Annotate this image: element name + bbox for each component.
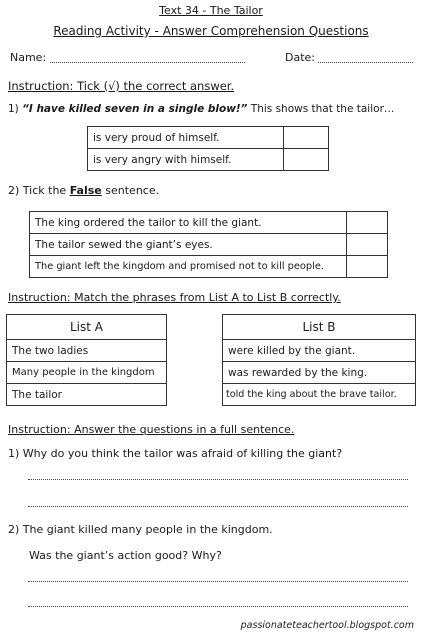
- answer-line-2a[interactable]: [28, 581, 408, 582]
- name-label: Name:: [10, 51, 47, 64]
- answer-question-1: 1) Why do you think the tailor was afraid of killing the giant?: [8, 447, 343, 460]
- q1-tick-box-2[interactable]: [284, 149, 329, 171]
- table-row: [223, 340, 416, 362]
- list-b-table: [222, 314, 416, 406]
- list-b-item-1[interactable]: were killed by the giant.: [223, 340, 416, 362]
- text-number: Text 34 - The Tailor: [159, 4, 263, 17]
- table-row: [30, 234, 388, 256]
- date-line[interactable]: [318, 62, 413, 63]
- answer-question-2-line-1: 2) The giant killed many people in the kingdom.: [8, 523, 273, 536]
- q2-tick-box-1[interactable]: [347, 212, 388, 234]
- answer-line-1b[interactable]: [28, 506, 408, 507]
- list-b-item-2[interactable]: was rewarded by the king.: [223, 362, 416, 384]
- table-row: [7, 340, 167, 362]
- answer-line-2b[interactable]: [28, 606, 408, 607]
- date-label: Date:: [285, 51, 315, 64]
- q1-quote: “I have killed seven in a single blow!”: [22, 103, 248, 115]
- answer-line-1a[interactable]: [28, 479, 408, 480]
- answer-question-2-line-2: Was the giant’s action good? Why?: [29, 549, 222, 562]
- list-a-item-2[interactable]: Many people in the kingdom: [7, 362, 167, 384]
- q1-option-1: is very proud of himself.: [88, 127, 284, 149]
- instruction-answer: Instruction: Answer the questions in a full sentence.: [8, 423, 295, 436]
- q2-tick-box-3[interactable]: [347, 256, 388, 278]
- table-row: [223, 362, 416, 384]
- list-b-header: List B: [223, 315, 416, 340]
- list-a-item-1[interactable]: The two ladies: [7, 340, 167, 362]
- table-row: [88, 149, 329, 171]
- q1-rest: This shows that the tailor…: [247, 103, 395, 115]
- q1-options-table: [87, 126, 329, 171]
- page-title: Reading Activity - Answer Comprehension Questions: [53, 24, 369, 38]
- list-b-item-3[interactable]: told the king about the brave tailor.: [223, 384, 416, 406]
- table-row: [30, 212, 388, 234]
- question-1: [8, 103, 394, 115]
- q2-option-2: The tailor sewed the giant’s eyes.: [30, 234, 347, 256]
- table-row: [7, 384, 167, 406]
- instruction-tick: Instruction: Tick (√) the correct answer.: [8, 79, 235, 93]
- q2-options-table: [29, 211, 388, 278]
- instruction-match: Instruction: Match the phrases from List A to List B correctly.: [8, 291, 341, 304]
- question-2: [8, 184, 159, 197]
- q2-keyword: False: [69, 184, 102, 197]
- q2-suffix: sentence.: [101, 184, 160, 197]
- table-row: [7, 362, 167, 384]
- q2-prefix: 2) Tick the: [8, 184, 70, 197]
- q2-tick-box-2[interactable]: [347, 234, 388, 256]
- q2-option-3: The giant left the kingdom and promised not to kill people.: [30, 256, 347, 278]
- list-a-header: List A: [7, 315, 167, 340]
- q1-number: 1): [8, 103, 19, 115]
- list-a-table: [6, 314, 167, 406]
- name-line[interactable]: [50, 62, 245, 63]
- table-row: [88, 127, 329, 149]
- table-row: [30, 256, 388, 278]
- blog-watermark: passionateteachertool.blogspot.com: [240, 620, 414, 631]
- q1-option-2: is very angry with himself.: [88, 149, 284, 171]
- q2-option-1: The king ordered the tailor to kill the giant.: [30, 212, 347, 234]
- q1-tick-box-1[interactable]: [284, 127, 329, 149]
- list-a-item-3[interactable]: The tailor: [7, 384, 167, 406]
- table-row: [223, 384, 416, 406]
